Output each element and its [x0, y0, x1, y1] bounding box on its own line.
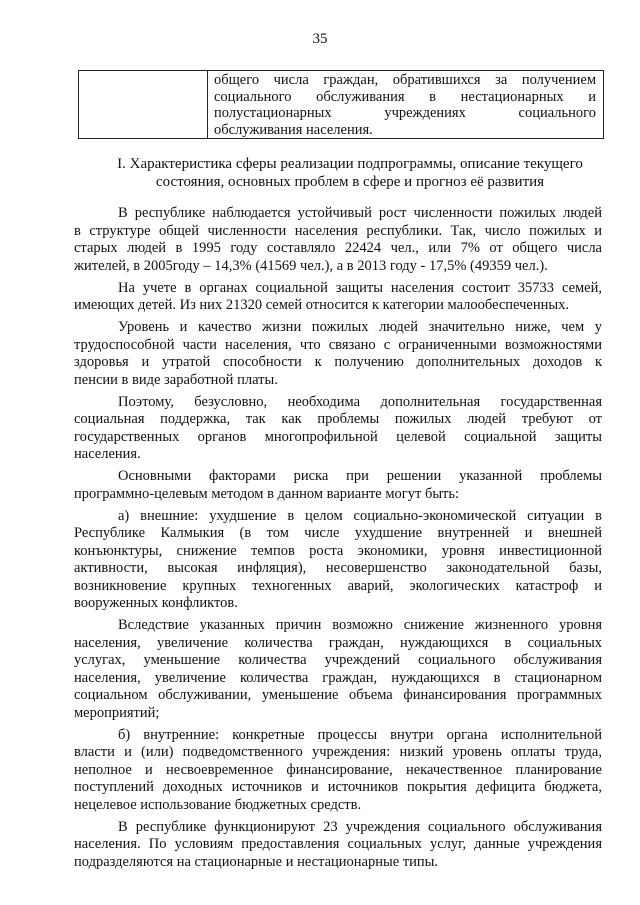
paragraph-line: конъюнктуры, снижение темпов роста экономики, уровня инвестиционной: [74, 542, 602, 559]
paragraph-line: В республике функционируют 23 учреждения социального обслуживания: [118, 818, 602, 835]
table-cell-line: обслуживания населения.: [214, 121, 373, 138]
paragraph-line: нецелевое использование бюджетных средств.: [74, 796, 362, 813]
paragraph-line: здоровья и утратой способности к получению дополнительных доходов к: [74, 354, 602, 370]
heading-line: состояния, основных проблем в сфере и прогноз её развития: [155, 174, 545, 190]
paragraph-line: имеющих детей. Из них 21320 семей относится к категории малообеспеченных.: [74, 297, 569, 313]
section-heading: [100, 155, 600, 191]
paragraph-line: вооруженных конфликтов.: [74, 595, 238, 611]
paragraph-line: государственных органов многопрофильной целевой социальной защиты: [74, 428, 602, 445]
paragraph-line: населения. По условиям предоставления социальных услуг, данные учреждения: [74, 836, 602, 852]
paragraph-line: услугах, уменьшение количества учреждений социального обслуживания: [74, 652, 602, 668]
paragraph-line: Основными факторами риска при решении указанной проблемы: [118, 468, 602, 484]
paragraph-line: социальном обслуживании, уменьшение объема финансирования программных: [74, 687, 602, 703]
paragraph-line: возникновение крупных техногенных аварий, экологических катастроф и: [74, 577, 602, 594]
paragraph-line: социальная поддержка, так как проблемы пожилых людей требуют от: [74, 411, 602, 427]
paragraph-line: в структуре общей численности населения республики. Так, число пожилых и: [74, 222, 602, 239]
paragraph-line: мероприятий;: [74, 704, 160, 721]
paragraph: [74, 819, 602, 872]
page-number: 35: [312, 31, 328, 47]
paragraph-line: На учете в органах социальной защиты населения состоит 35733 семей,: [118, 279, 602, 296]
paragraph-line: б) внутренние: конкретные процессы внутри органа исполнительной: [118, 726, 602, 743]
table-left-cell: [79, 71, 208, 138]
paragraph: [74, 205, 602, 275]
paragraph-line: Поэтому, безусловно, необходима дополнительная государственная: [118, 393, 602, 410]
heading-line: I. Характеристика сферы реализации подпрограммы, описание текущего: [117, 156, 583, 172]
paragraph-line: трудоспособной части населения, что связано с ограниченными возможностями: [74, 336, 602, 353]
paragraph-line: подразделяются на стационарные и нестационарные типы.: [74, 853, 439, 870]
paragraph-line: Республике Калмыкия (в том числе ухудшение внутренней и внешней: [74, 525, 602, 541]
paragraph-line: В республике наблюдается устойчивый рост численности пожилых людей: [118, 205, 602, 221]
paragraph-line: жителей, в 2005году – 14,3% (41569 чел.), а в 2013 году - 17,5% (49359 чел.).: [74, 257, 548, 274]
continuation-table: [78, 70, 604, 139]
paragraph-line: населения, увеличение количества граждан, нуждающихся в стационарном: [74, 669, 602, 686]
paragraph: [74, 508, 602, 613]
table-cell-line: общего числа граждан, обратившихся за получением: [214, 72, 596, 88]
paragraph-line: населения.: [74, 446, 141, 462]
paragraph: [74, 319, 602, 389]
table-cell-line: полустационарных учреждениях социального: [214, 105, 596, 121]
paragraph: [74, 280, 602, 315]
paragraph-line: программно-целевым методом в данном варианте могут быть:: [74, 485, 460, 502]
body-text: [74, 205, 602, 876]
paragraph-line: пенсии в виде заработной платы.: [74, 371, 278, 388]
paragraph: [74, 394, 602, 464]
paragraph-line: старых людей в 1995 году составляло 22424 чел., или 7% от общего числа: [74, 240, 602, 256]
paragraph: [74, 727, 602, 815]
paragraph-line: власти и (или) подведомственного учреждения: низкий уровень оплаты труда,: [74, 744, 602, 760]
paragraph-line: активности, высокая инфляция), несовершенство законодательной базы,: [74, 560, 602, 576]
paragraph-line: поступлений доходных источников и источников покрытия дефицита бюджета,: [74, 779, 602, 795]
paragraph: [74, 468, 602, 503]
paragraph-line: населения, увеличение количества граждан, нуждающихся в социальных: [74, 634, 602, 651]
paragraph: [74, 617, 602, 722]
table-right-cell: [214, 72, 596, 138]
paragraph-line: неполное и несвоевременное финансирование, некачественное планирование: [74, 761, 602, 778]
table-cell-line: социального обслуживания в нестационарных и: [214, 88, 596, 105]
paragraph-line: Вследствие указанных причин возможно снижение жизненного уровня: [118, 617, 602, 633]
paragraph-line: Уровень и качество жизни пожилых людей значительно ниже, чем у: [118, 319, 602, 335]
paragraph-line: а) внешние: ухудшение в целом социально-экономической ситуации в: [118, 507, 602, 524]
